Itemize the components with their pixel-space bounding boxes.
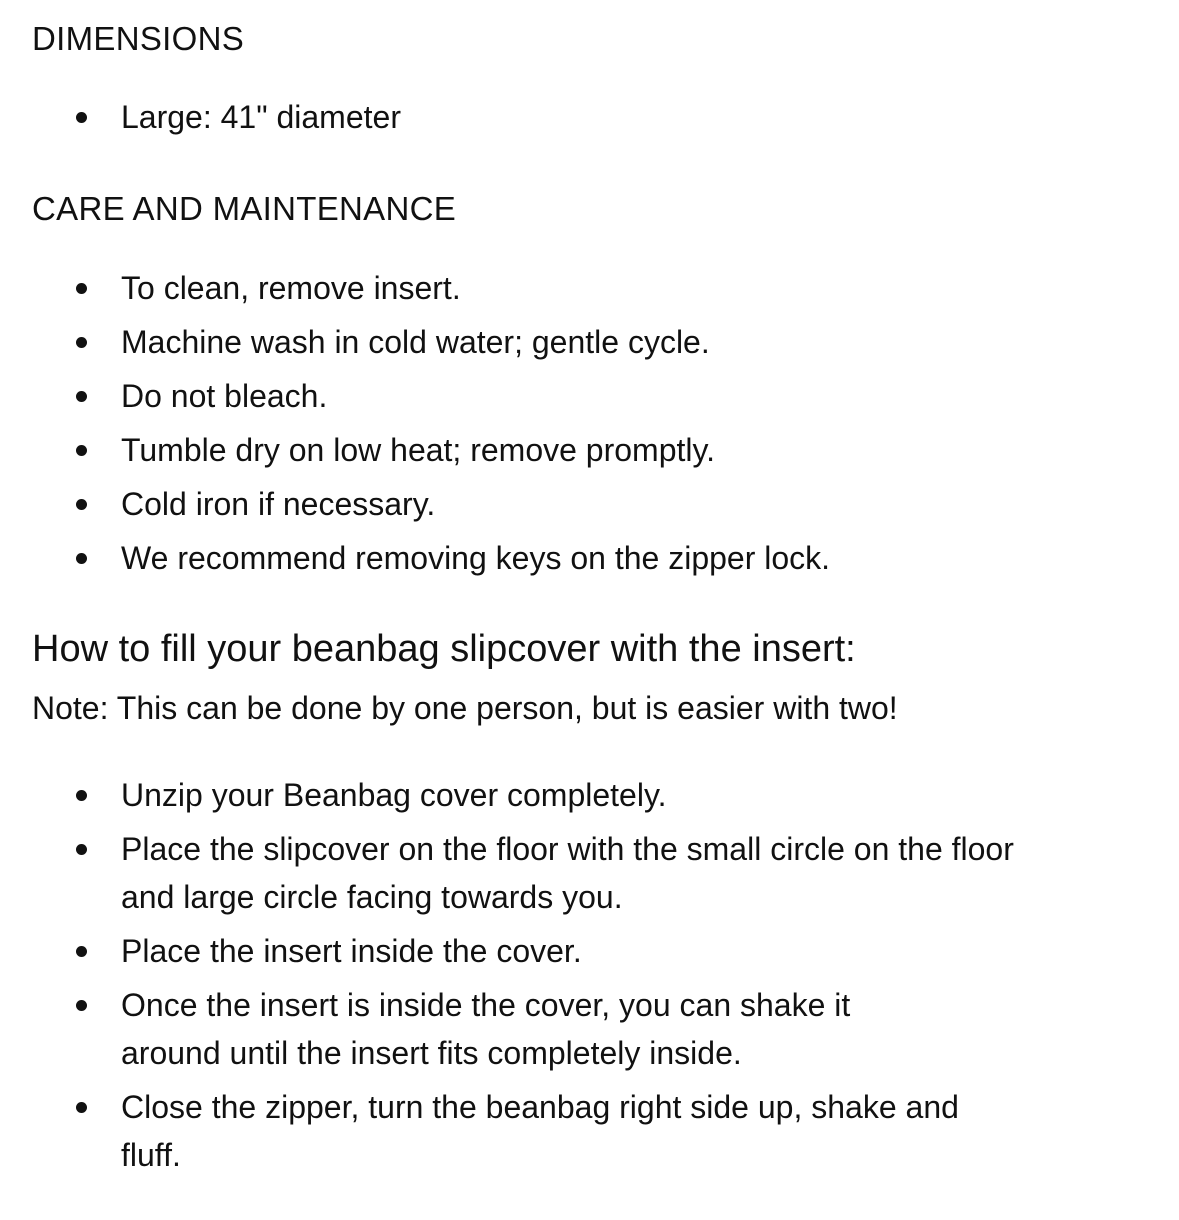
fill-note: Note: This can be done by one person, but is easier with two! [32, 690, 898, 726]
list-item-text: Place the insert inside the cover. [121, 933, 582, 969]
list-item [0, 927, 1100, 975]
fill-instructions-heading: How to fill your beanbag slipcover with the insert: [32, 628, 856, 670]
list-item [0, 1083, 1100, 1179]
dimensions-list [0, 93, 1100, 147]
list-item [0, 426, 1100, 474]
list-item-text: Tumble dry on low heat; remove promptly. [121, 432, 716, 468]
list-item-text: Place the slipcover on the floor with the small circle on the floor and large circle facing towards you. [121, 831, 1014, 915]
list-item-text: Machine wash in cold water; gentle cycle. [121, 324, 710, 360]
bullet-icon [76, 1000, 87, 1011]
fill-steps-list [0, 771, 1100, 1185]
bullet-icon [76, 499, 87, 510]
list-item-text: Unzip your Beanbag cover completely. [121, 777, 667, 813]
list-item-text: Close the zipper, turn the beanbag right side up, shake and fluff. [121, 1089, 959, 1173]
list-item [0, 264, 1100, 312]
list-item-text: Do not bleach. [121, 378, 328, 414]
list-item [0, 372, 1100, 420]
list-item-text: We recommend removing keys on the zipper lock. [121, 540, 831, 576]
list-item-text: Once the insert is inside the cover, you can shake it around until the insert fits completely inside. [121, 987, 851, 1071]
list-item-text: To clean, remove insert. [121, 270, 461, 306]
list-item-text: Cold iron if necessary. [121, 486, 436, 522]
bullet-icon [76, 445, 87, 456]
list-item [0, 93, 1100, 141]
bullet-icon [76, 337, 87, 348]
bullet-icon [76, 553, 87, 564]
bullet-icon [76, 790, 87, 801]
bullet-icon [76, 391, 87, 402]
bullet-icon [76, 112, 87, 123]
care-heading: CARE AND MAINTENANCE [32, 190, 457, 227]
list-item [0, 318, 1100, 366]
list-item-text: Large: 41" diameter [121, 99, 401, 135]
bullet-icon [76, 946, 87, 957]
bullet-icon [76, 1102, 87, 1113]
dimensions-heading: DIMENSIONS [32, 20, 245, 57]
list-item [0, 771, 1100, 819]
bullet-icon [76, 844, 87, 855]
list-item [0, 480, 1100, 528]
list-item [0, 825, 1100, 921]
list-item [0, 534, 1100, 582]
care-list [0, 264, 1100, 588]
bullet-icon [76, 283, 87, 294]
list-item [0, 981, 1100, 1077]
